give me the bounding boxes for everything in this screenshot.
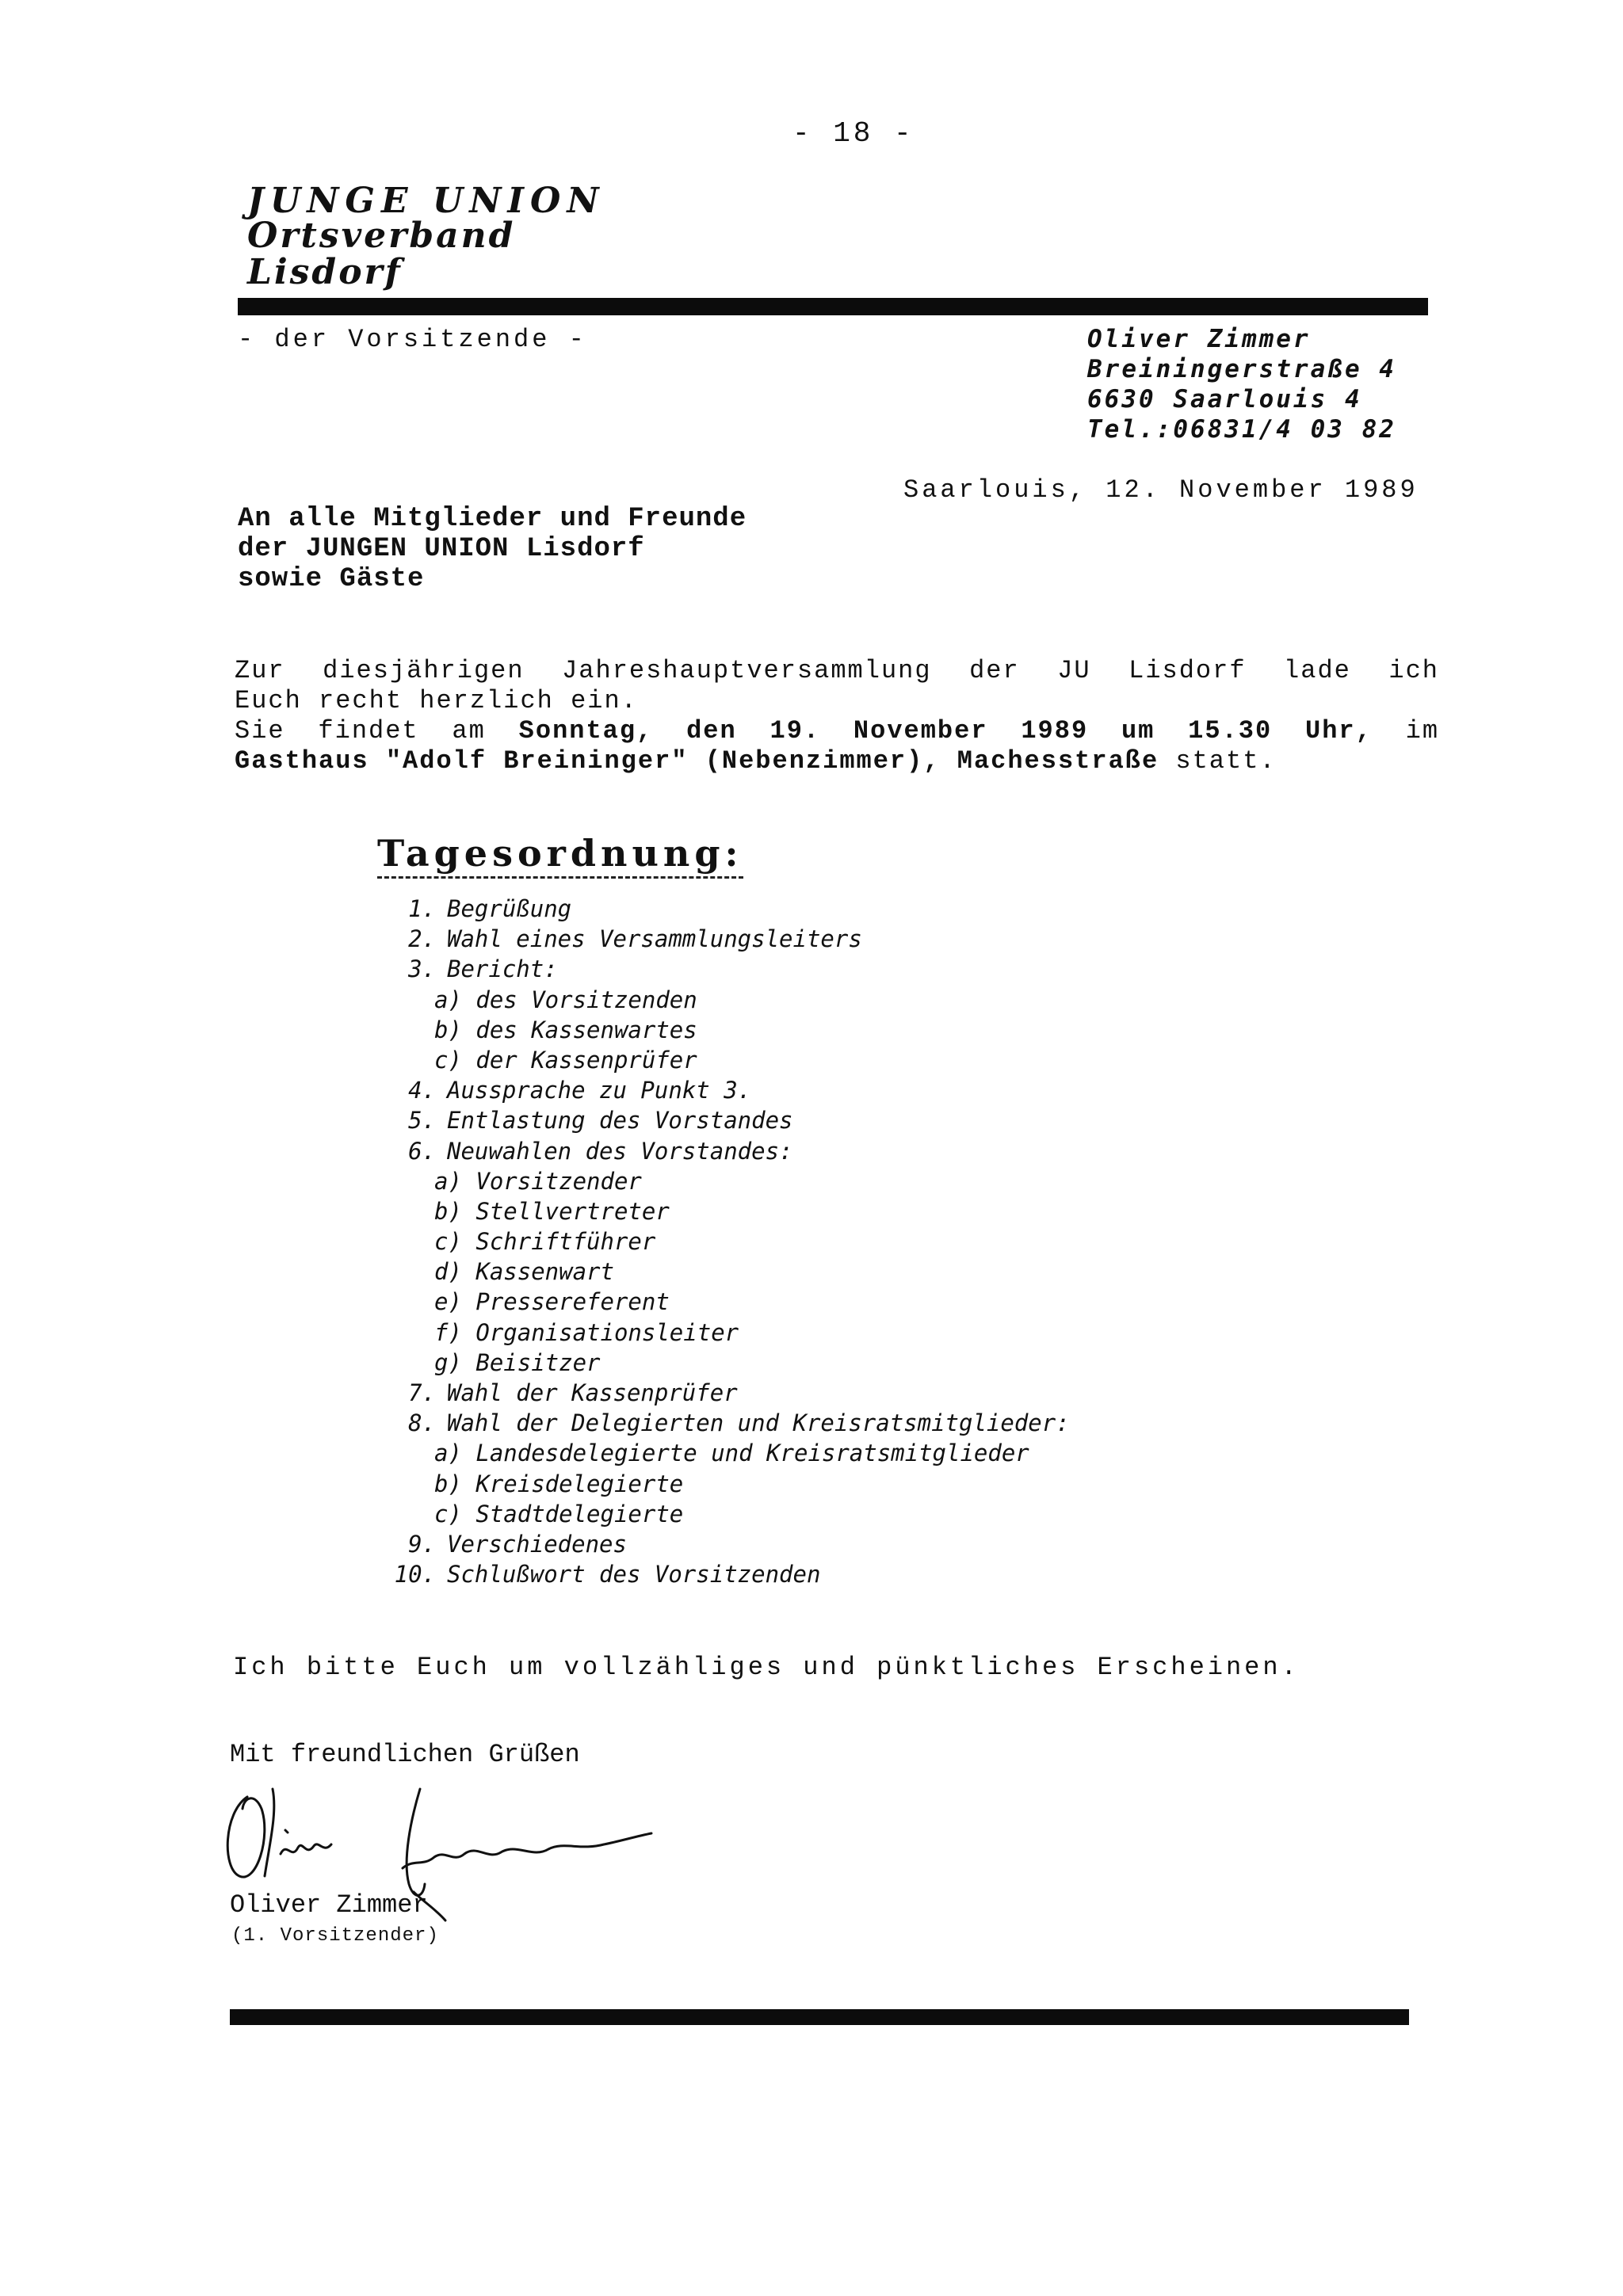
agenda-item-text: b) Stellvertreter [434, 1197, 670, 1225]
agenda-item [372, 1136, 1070, 1166]
sender-phone: Tel.:06831/4 03 82 [1087, 415, 1396, 444]
agenda-item-text: e) Pressereferent [434, 1288, 670, 1316]
agenda-item-text: Wahl der Delegierten und Kreisratsmitglieder: [447, 1409, 1070, 1437]
org-name: JUNGE UNION [247, 181, 605, 221]
sender-name: Oliver Zimmer [1087, 325, 1311, 353]
agenda-item-text: c) Schriftführer [434, 1228, 656, 1256]
agenda-item-text: Begrüßung [447, 895, 572, 922]
agenda-subitem [372, 1226, 1070, 1257]
agenda-item-number: 4. [408, 1077, 436, 1104]
sender-street: Breiningerstraße 4 [1087, 355, 1396, 383]
invitation-text: im [1405, 716, 1440, 746]
meeting-venue: Gasthaus "Adolf Breininger" (Nebenzimmer), Machesstraße [235, 746, 1159, 776]
invitation-text: statt. [1175, 746, 1277, 776]
agenda-item [372, 1105, 1070, 1135]
agenda-item-number: 7. [408, 1379, 436, 1406]
signatory-name: Oliver Zimmer [230, 1890, 428, 1920]
agenda-item-text: Entlastung des Vorstandes [447, 1107, 793, 1135]
invitation-text: Sie findet am [235, 716, 486, 746]
agenda-item-text: c) der Kassenprüfer [434, 1046, 697, 1074]
chair-role: - der Vorsitzende - [238, 325, 587, 354]
agenda-item [372, 1378, 1070, 1408]
agenda-subitem [372, 1469, 1070, 1499]
agenda-subitem [372, 1287, 1070, 1317]
agenda-subitem [372, 1438, 1070, 1468]
agenda-item-text: g) Beisitzer [434, 1348, 601, 1376]
agenda-item-number: 2. [408, 925, 436, 953]
meeting-date: Sonntag, den 19. November 1989 um 15.30 Uhr, [518, 716, 1373, 746]
agenda-item-text: a) des Vorsitzenden [434, 986, 697, 1013]
agenda-item-number: 10. [394, 1561, 436, 1589]
agenda-item-text: Neuwahlen des Vorstandes: [447, 1137, 793, 1165]
footer-rule [230, 2009, 1409, 2025]
org-location: Lisdorf [247, 252, 403, 292]
agenda-item-number: 3. [408, 955, 436, 983]
agenda-item-text: Verschiedenes [447, 1530, 627, 1558]
agenda-item [372, 924, 1070, 954]
agenda-item-text: a) Landesdelegierte und Kreisratsmitglieder [434, 1440, 1029, 1467]
agenda-item-number: 5. [408, 1107, 436, 1135]
agenda-subitem [372, 1499, 1070, 1529]
agenda-item-number: 9. [408, 1530, 436, 1558]
agenda-subitem [372, 1257, 1070, 1287]
agenda-item-text: Aussprache zu Punkt 3. [447, 1077, 752, 1104]
agenda-item [372, 1529, 1070, 1559]
header-rule [238, 298, 1428, 315]
invitation-line [235, 746, 1439, 776]
agenda-item-number: 1. [408, 895, 436, 922]
agenda-item [372, 1075, 1070, 1105]
agenda-item-text: Wahl der Kassenprüfer [447, 1379, 738, 1406]
agenda-item-text: a) Vorsitzender [434, 1167, 642, 1195]
agenda-item-number: 6. [408, 1137, 436, 1165]
letter-date: Saarlouis, 12. November 1989 [903, 475, 1419, 505]
invitation-line: Euch recht herzlich ein. [235, 686, 638, 715]
closing-sentence: Ich bitte Euch um vollzähliges und pünktliches Erscheinen. [233, 1653, 1300, 1682]
agenda-subitem [372, 1015, 1070, 1045]
invitation-line [235, 716, 1439, 746]
page-number: - 18 - [792, 117, 915, 150]
agenda-title: Tagesordnung: [377, 832, 743, 879]
agenda-item-text: Wahl eines Versammlungsleiters [447, 925, 862, 953]
recipient-line: sowie Gäste [238, 564, 425, 594]
agenda-list [372, 894, 1070, 1589]
recipient-line: An alle Mitglieder und Freunde [238, 504, 747, 534]
sender-city: 6630 Saarlouis 4 [1087, 385, 1362, 414]
org-subtitle: Ortsverband [247, 215, 516, 256]
agenda-item-text: c) Stadtdelegierte [434, 1500, 684, 1527]
agenda-item-text: Schlußwort des Vorsitzenden [447, 1561, 821, 1589]
agenda-subitem [372, 985, 1070, 1015]
agenda-item [372, 954, 1070, 984]
agenda-subitem [372, 1318, 1070, 1348]
agenda-item-text: d) Kassenwart [434, 1258, 614, 1286]
agenda-subitem [372, 1348, 1070, 1378]
agenda-subitem [372, 1045, 1070, 1075]
greeting: Mit freundlichen Grüßen [230, 1740, 580, 1769]
agenda-item [372, 1408, 1070, 1438]
agenda-subitem [372, 1196, 1070, 1226]
agenda-item [372, 894, 1070, 924]
agenda-item-number: 8. [408, 1409, 436, 1437]
agenda-item-text: b) des Kassenwartes [434, 1016, 697, 1043]
agenda-item-text: f) Organisationsleiter [434, 1318, 739, 1346]
agenda-item [372, 1559, 1070, 1589]
agenda-item-text: b) Kreisdelegierte [434, 1470, 684, 1497]
recipient-line: der JUNGEN UNION Lisdorf [238, 534, 645, 564]
invitation-line: Zur diesjährigen Jahreshauptversammlung der JU Lisdorf lade ich [235, 656, 1439, 685]
agenda-subitem [372, 1166, 1070, 1196]
agenda-item-text: Bericht: [447, 955, 558, 983]
signatory-role: (1. Vorsitzender) [231, 1925, 439, 1947]
